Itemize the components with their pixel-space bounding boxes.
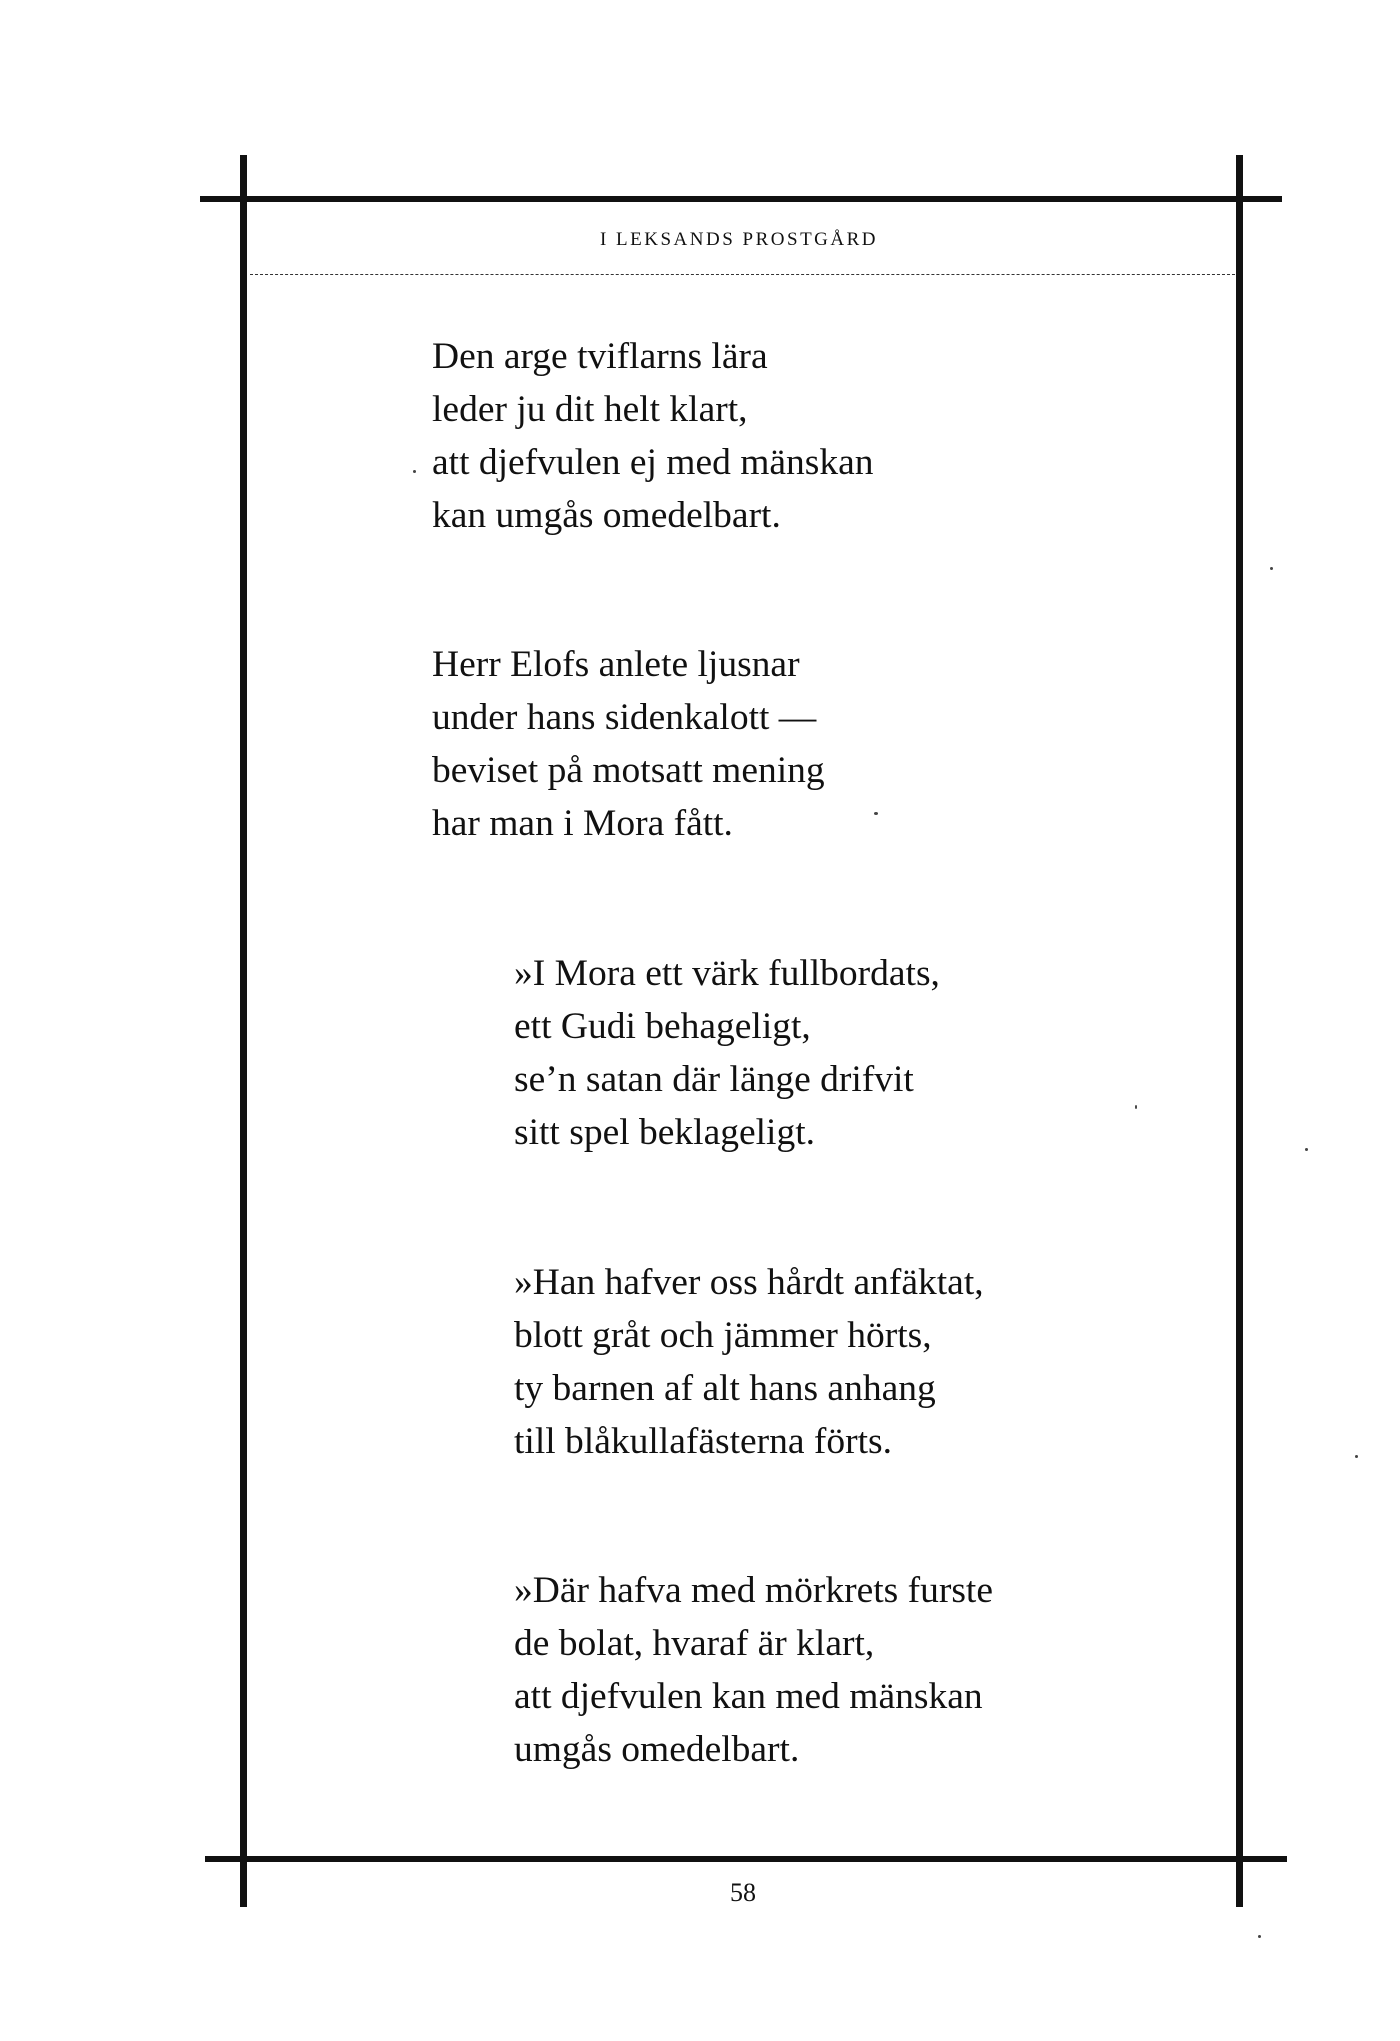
verse-line: att djefvulen kan med mänskan xyxy=(514,1676,983,1717)
verse-line: »I Mora ett värk fullbordats, xyxy=(514,953,940,994)
frame-right-rule xyxy=(1236,155,1243,1907)
stanza xyxy=(514,1564,993,1776)
stanza xyxy=(514,1256,984,1468)
verse-line: ett Gudi behageligt, xyxy=(514,1006,811,1047)
verse-line: ty barnen af alt hans anhang xyxy=(514,1368,936,1409)
verse-line: blott gråt och jämmer hörts, xyxy=(514,1315,932,1356)
verse-line: de bolat, hvaraf är klart, xyxy=(514,1623,875,1664)
verse-line: umgås omedelbart. xyxy=(514,1729,800,1770)
stanza xyxy=(432,330,874,542)
verse-line: sitt spel beklageligt. xyxy=(514,1112,815,1153)
frame-left-rule xyxy=(240,155,247,1907)
scan-speck xyxy=(874,812,878,815)
stanza xyxy=(432,638,825,850)
header-divider xyxy=(250,274,1235,275)
frame-top-rule xyxy=(200,196,1282,202)
scan-speck xyxy=(1135,1105,1137,1109)
verse-line: till blåkullafästerna förts. xyxy=(514,1421,893,1462)
verse-line: »Där hafva med mörkrets furste xyxy=(514,1570,993,1611)
verse-line: Herr Elofs anlete ljusnar xyxy=(432,644,800,685)
verse-line: kan umgås omedelbart. xyxy=(432,495,781,536)
verse-line: under hans sidenkalott — xyxy=(432,697,817,738)
verse-line: har man i Mora fått. xyxy=(432,803,733,844)
page-number: 58 xyxy=(730,1878,756,1907)
frame-bottom-rule xyxy=(205,1856,1287,1862)
running-head: I LEKSANDS PROSTGÅRD xyxy=(599,229,879,250)
verse-line: leder ju dit helt klart, xyxy=(432,389,748,430)
scan-speck xyxy=(413,470,416,473)
stanza xyxy=(514,947,940,1159)
scan-speck xyxy=(1258,1935,1261,1938)
verse-line: att djefvulen ej med mänskan xyxy=(432,442,874,483)
verse-line: se’n satan där länge drifvit xyxy=(514,1059,914,1100)
verse-line: beviset på motsatt mening xyxy=(432,750,825,791)
scan-speck xyxy=(1305,1148,1308,1151)
verse-line: »Han hafver oss hårdt anfäktat, xyxy=(514,1262,984,1303)
scan-speck xyxy=(1355,1455,1358,1458)
scan-speck xyxy=(1270,567,1273,570)
verse-line: Den arge tviflarns lära xyxy=(432,336,768,377)
